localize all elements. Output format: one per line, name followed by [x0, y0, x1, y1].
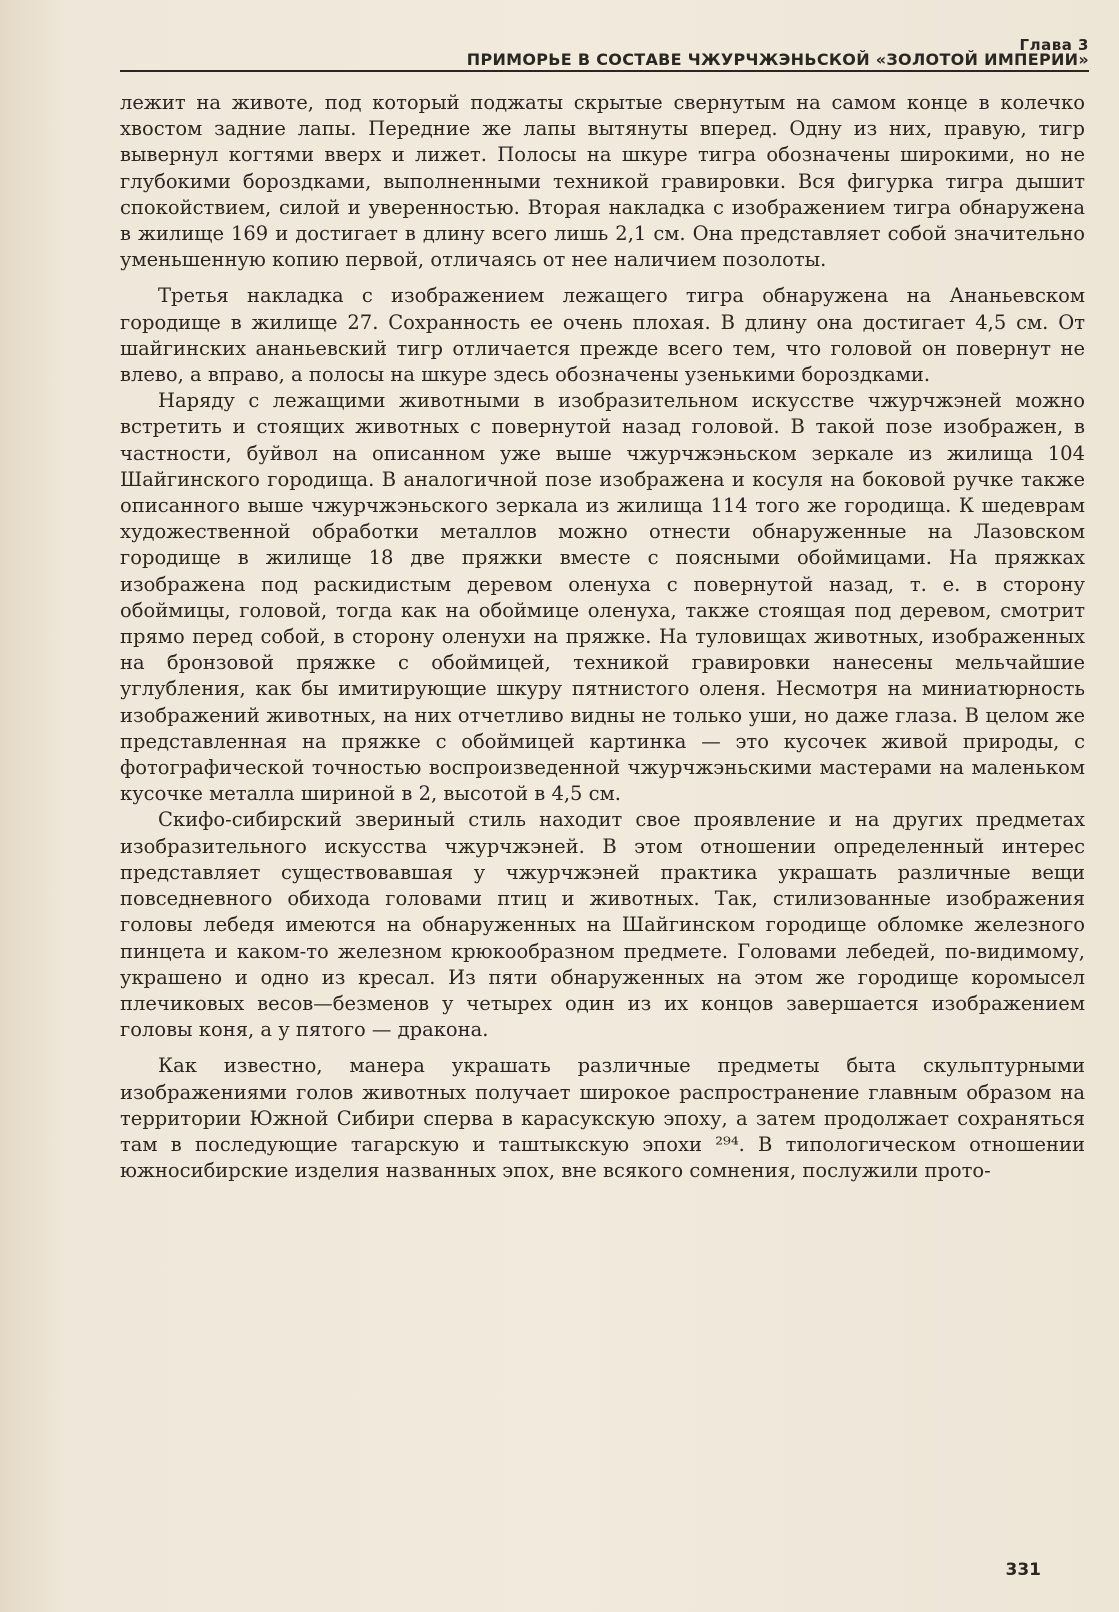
chapter-label: Глава 3 — [1019, 36, 1089, 54]
paragraph-1: лежит на животе, под который поджаты скрытые свернутым на самом конце в колечко хвостом задние лапы. Передние же лапы вытянуты вперед. Одну из них, правую, тигр вывернул когтями вверх и лижет. Полосы на шкуре тигра обозначены широкими, но не глубокими бороздками, выполненными техникой гравировки. Вся фигурка тигра дышит спокойствием, силой и уверенностью. Вторая накладка с изображением тигра обнаружена в жилище 169 и достигает в длину всего лишь 2,1 см. Она представляет собой значительно уменьшенную копию первой, отличаясь от нее наличием позолоты. — [120, 91, 1085, 272]
body-text — [120, 90, 1085, 1184]
paragraph-3: Наряду с лежащими животными в изобразительном искусстве чжурчжэней можно встретить и стоящих животных с повернутой назад головой. В такой позе изображен, в частности, буйвол на описанном уже выше чжурчжэньском зеркале из жилища 104 Шайгинского городища. В аналогичной позе изображена и косуля на боковой ручке также описанного выше чжурчжэньского зеркала из жилища 114 того же городища. К шедеврам художественной обработки металлов можно отнести обнаруженные на Лазовском городище в жилище 18 две пряжки вместе с поясными обоймицами. На пряжках изображена под раскидистым деревом оленуха с повернутой назад, т. е. в сторону обоймицы, головой, тогда как на обоймице оленуха, также стоящая под деревом, смотрит прямо перед собой, в сторону оленухи на пряжке. На туловищах животных, изображенных на бронзовой пряжке с обоймицей, техникой гравировки нанесены мельчайшие углубления, как бы имитирующие шкуру пятнистого оленя. Несмотря на миниатюрность изображений животных, на них отчетливо видны не только уши, но даже глаза. В целом же представленная на пряжке с обоймицей картинка — это кусочек живой природы, с фотографической точностью воспроизведенной чжурчжэньскими мастерами на маленьком кусочке металла шириной в 2, высотой в 4,5 см. — [120, 389, 1085, 806]
paragraph-4: Скифо-сибирский звериный стиль находит свое проявление и на других предметах изобразительного искусства чжурчжэней. В этом отношении определенный интерес представляет существовавшая у чжурчжэней практика украшать различные вещи повседневного обихода головами птиц и животных. Так, стилизованные изображения головы лебедя имеются на обнаруженных на Шайгинском городище обломке железного пинцета и каком-то железном крюкообразном предмете. Головами лебедей, по-видимому, украшено и одно из кресал. Из пяти обнаруженных на этом же городище коромысел плечиковых весов—безменов у четырех один из их концов завершается изображением головы коня, а у пятого — дракона. — [120, 808, 1085, 1042]
paragraph-5: Как известно, манера украшать различные предметы быта скульптурными изображениями голов животных получает широкое распространение главным образом на территории Южной Сибири сперва в карасукскую эпоху, а затем продолжает сохраняться там в последующие тагарскую и таштыкскую эпохи ²⁹⁴. В типологическом отношении южносибирские изделия названных эпох, вне всякого сомнения, послужили прото- — [120, 1054, 1085, 1183]
page-number: 331 — [1005, 1560, 1041, 1580]
paragraph-2: Третья накладка с изображением лежащего тигра обнаружена на Ананьевском городище в жилище 27. Сохранность ее очень плохая. В длину она достигает 4,5 см. От шайгинских ананьевский тигр отличается прежде всего тем, что головой он повернут не влево, а вправо, а полосы на шкуре здесь обозначены узенькими бороздками. — [120, 284, 1085, 387]
header-rule — [120, 70, 1089, 72]
running-title: ПРИМОРЬЕ В СОСТАВЕ ЧЖУРЧЖЭНЬСКОЙ «ЗОЛОТОЙ ИМПЕРИИ» — [466, 50, 1089, 69]
